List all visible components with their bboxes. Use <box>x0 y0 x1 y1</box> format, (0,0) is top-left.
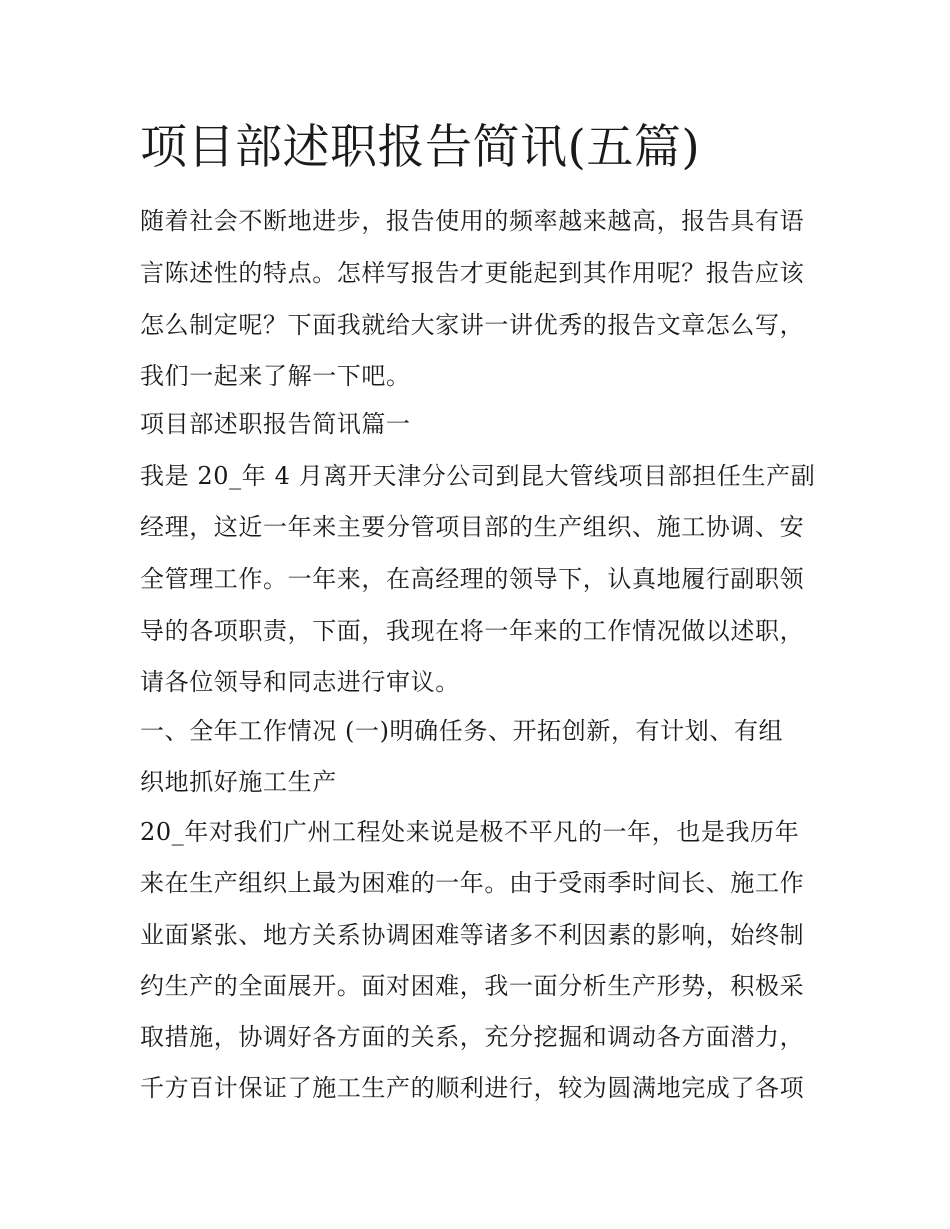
text-line: 约生产的全面展开。面对困难，我一面分析生产形势，积极采 <box>140 972 805 1000</box>
text-line: 业面紧张、地方关系协调困难等诸多不利因素的影响，始终制 <box>140 921 805 949</box>
section-heading: 项目部述职报告简讯篇一 <box>140 410 411 438</box>
text-line: 言陈述性的特点。怎样写报告才更能起到其作用呢？报告应该 <box>140 259 805 287</box>
text-line: 织地抓好施工生产 <box>140 768 337 796</box>
text-line: 导的各项职责，下面，我现在将一年来的工作情况做以述职， <box>140 617 805 645</box>
text-line: 来在生产组织上最为困难的一年。由于受雨季时间长、施工作 <box>140 869 805 897</box>
document-title: 项目部述职报告简讯(五篇) <box>140 120 701 175</box>
text-line: 千方百计保证了施工生产的顺利进行，较为圆满地完成了各项 <box>140 1074 805 1102</box>
text-line: 请各位领导和同志进行审议。 <box>140 668 460 696</box>
text-line: 一、全年工作情况 (一)明确任务、开拓创新，有计划、有组 <box>140 717 784 745</box>
text-line: 全管理工作。一年来，在高经理的领导下，认真地履行副职领 <box>140 565 805 593</box>
text-line: 随着社会不断地进步，报告使用的频率越来越高，报告具有语 <box>140 207 805 235</box>
text-line: 经理，这近一年来主要分管项目部的生产组织、施工协调、安 <box>140 513 805 541</box>
text-line: 我是 20_年 4 月离开天津分公司到昆大管线项目部担任生产副 <box>140 462 816 490</box>
text-line: 取措施，协调好各方面的关系，充分挖掘和调动各方面潜力， <box>140 1023 805 1051</box>
text-line: 怎么制定呢？下面我就给大家讲一讲优秀的报告文章怎么写， <box>140 311 805 339</box>
text-line: 20_年对我们广州工程处来说是极不平凡的一年，也是我历年 <box>140 818 800 846</box>
text-line: 我们一起来了解一下吧。 <box>140 362 411 390</box>
